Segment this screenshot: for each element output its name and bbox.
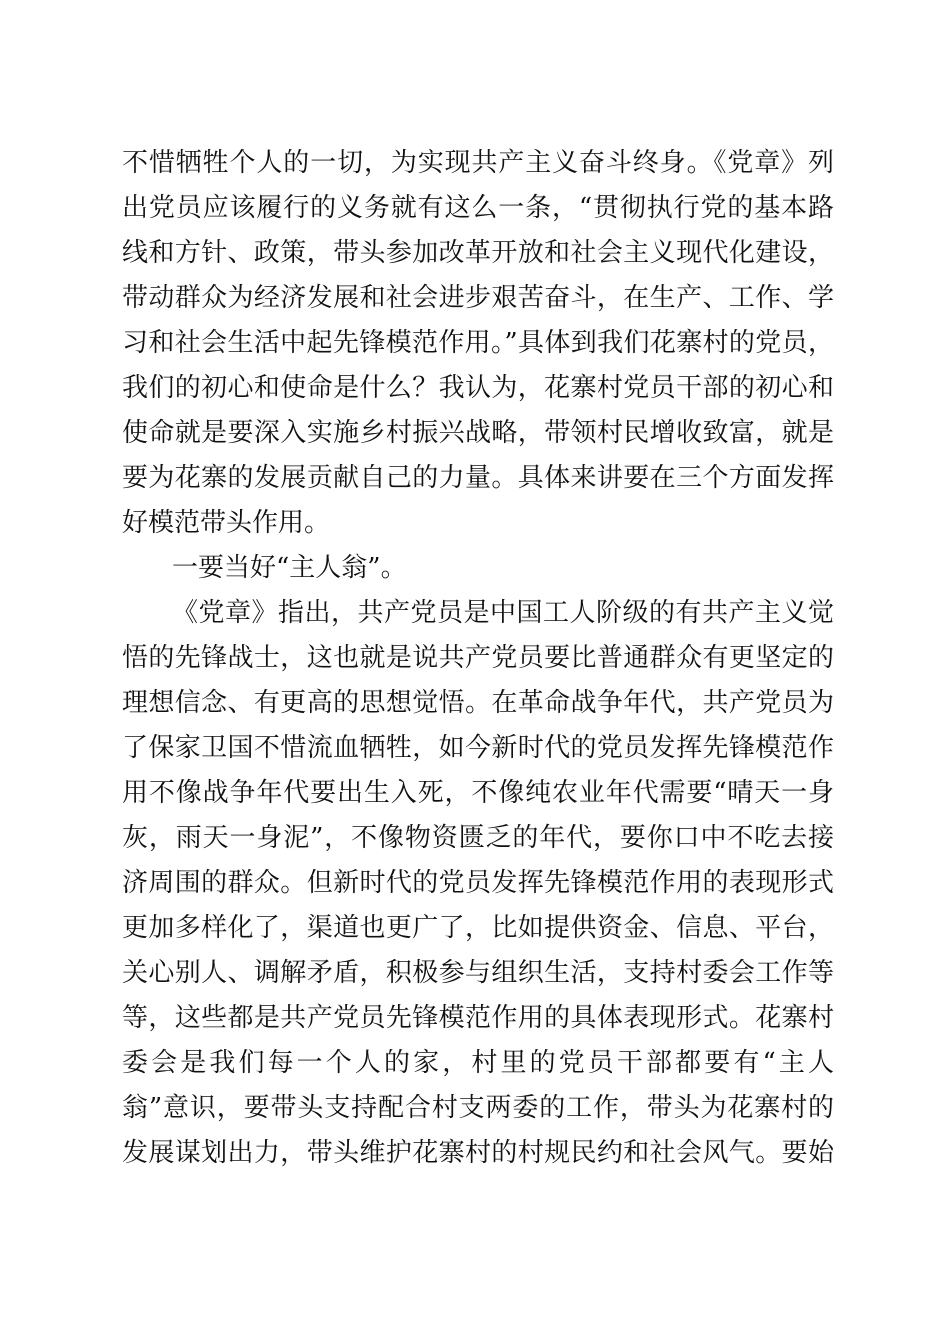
text-line: 用不像战争年代要出生入死，不像纯农业年代需要“晴天一身	[122, 778, 834, 808]
text-line: 了保家卫国不惜流血牺牲，如今新时代的党员发挥先锋模范作	[122, 733, 834, 763]
text-line: 等，这些都是共产党员先锋模范作用的具体表现形式。花寨村	[122, 1003, 834, 1033]
section-heading: 一要当好“主人翁”。	[172, 553, 407, 583]
text-line: 关心别人、调解矛盾，积极参与组织生活，支持村委会工作等	[122, 958, 834, 988]
body-text	[122, 141, 834, 1176]
text-line: 要为花寨的发展贡献自己的力量。具体来讲要在三个方面发挥	[122, 463, 834, 493]
text-line: 灰，雨天一身泥”，不像物资匮乏的年代，要你口中不吃去接	[122, 823, 834, 853]
text-line: 委会是我们每一个人的家，村里的党员干部都要有“主人	[122, 1048, 834, 1078]
text-line: 济周围的群众。但新时代的党员发挥先锋模范作用的表现形式	[122, 868, 834, 898]
text-line: 使命就是要深入实施乡村振兴战略，带领村民增收致富，就是	[122, 418, 834, 448]
text-line: 悟的先锋战士，这也就是说共产党员要比普通群众有更坚定的	[122, 643, 834, 673]
paragraph-first-line: 《党章》指出，共产党员是中国工人阶级的有共产主义觉	[172, 598, 834, 628]
text-line: 不惜牺牲个人的一切，为实现共产主义奋斗终身。《党章》列	[122, 148, 834, 178]
text-line: 我们的初心和使命是什么？我认为，花寨村党员干部的初心和	[122, 373, 834, 403]
text-line: 带动群众为经济发展和社会进步艰苦奋斗，在生产、工作、学	[122, 283, 834, 313]
text-line: 好模范带头作用。	[122, 508, 331, 538]
text-line: 出党员应该履行的义务就有这么一条，“贯彻执行党的基本路	[122, 193, 834, 223]
text-line: 更加多样化了，渠道也更广了，比如提供资金、信息、平台，	[122, 913, 834, 943]
text-line: 理想信念、有更高的思想觉悟。在革命战争年代，共产党员为	[122, 688, 834, 718]
text-line: 线和方针、政策，带头参加改革开放和社会主义现代化建设，	[122, 238, 834, 268]
text-line: 发展谋划出力，带头维护花寨村的村规民约和社会风气。要始	[122, 1138, 834, 1168]
text-line: 翁”意识，要带头支持配合村支两委的工作，带头为花寨村的	[122, 1093, 834, 1123]
text-line: 习和社会生活中起先锋模范作用。”具体到我们花寨村的党员，	[122, 328, 834, 358]
